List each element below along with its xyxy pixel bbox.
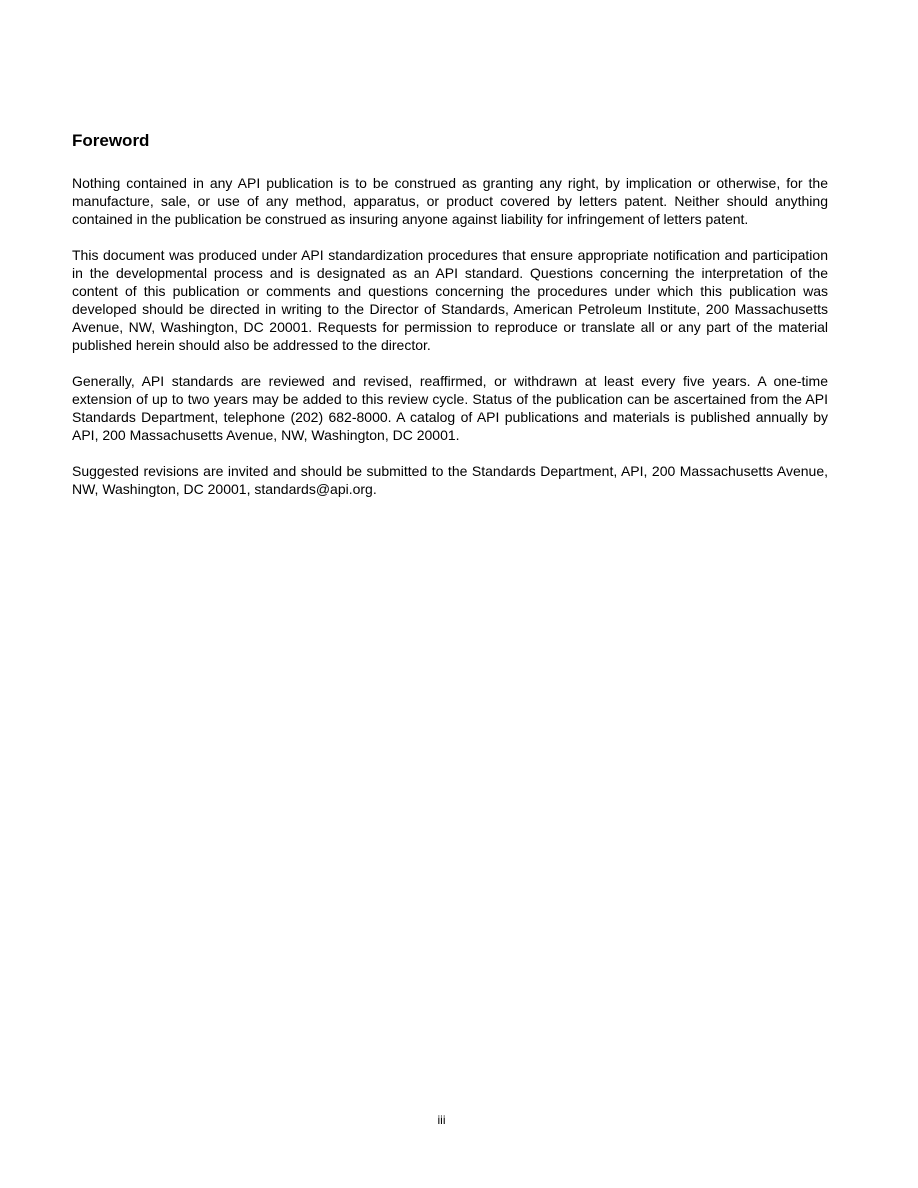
paragraph-suggested-revisions: Suggested revisions are invited and should be submitted to the Standards Department, API, 200 Massachusetts Avenue, NW, Washington, DC 20001, standards@api.org. bbox=[72, 463, 828, 497]
paragraph-patent-disclaimer: Nothing contained in any API publication is to be construed as granting any right, by implication or otherwise, for the manufacture, sale, or use of any method, apparatus, or product covered by letters patent. Neither should anything contained in the publication be construed as insuring anyone against liability for infringement of letters patent. bbox=[72, 175, 828, 227]
paragraph-review-cycle: Generally, API standards are reviewed and revised, reaffirmed, or withdrawn at least every five years. A one-time extension of up to two years may be added to this review cycle. Status of the publication can be ascertained from the API Standards Department, telephone (202) 682-8000. A catalog of API publications and materials is published annually by API, 200 Massachusetts Avenue, NW, Washington, DC 20001. bbox=[72, 373, 828, 443]
section-heading: Foreword bbox=[72, 131, 150, 150]
page-content bbox=[72, 130, 828, 516]
page-number: iii bbox=[437, 1113, 446, 1127]
paragraph-standardization: This document was produced under API standardization procedures that ensure appropriate notification and participation in the developmental process and is designated as an API standard. Questions concerning the interpretation of the content of this publication or comments and questions concerning the procedures under which this publication was developed should be directed in writing to the Director of Standards, American Petroleum Institute, 200 Massachusetts Avenue, NW, Washington, DC 20001. Requests for permission to reproduce or translate all or any part of the material published herein should also be addressed to the director. bbox=[72, 247, 828, 353]
